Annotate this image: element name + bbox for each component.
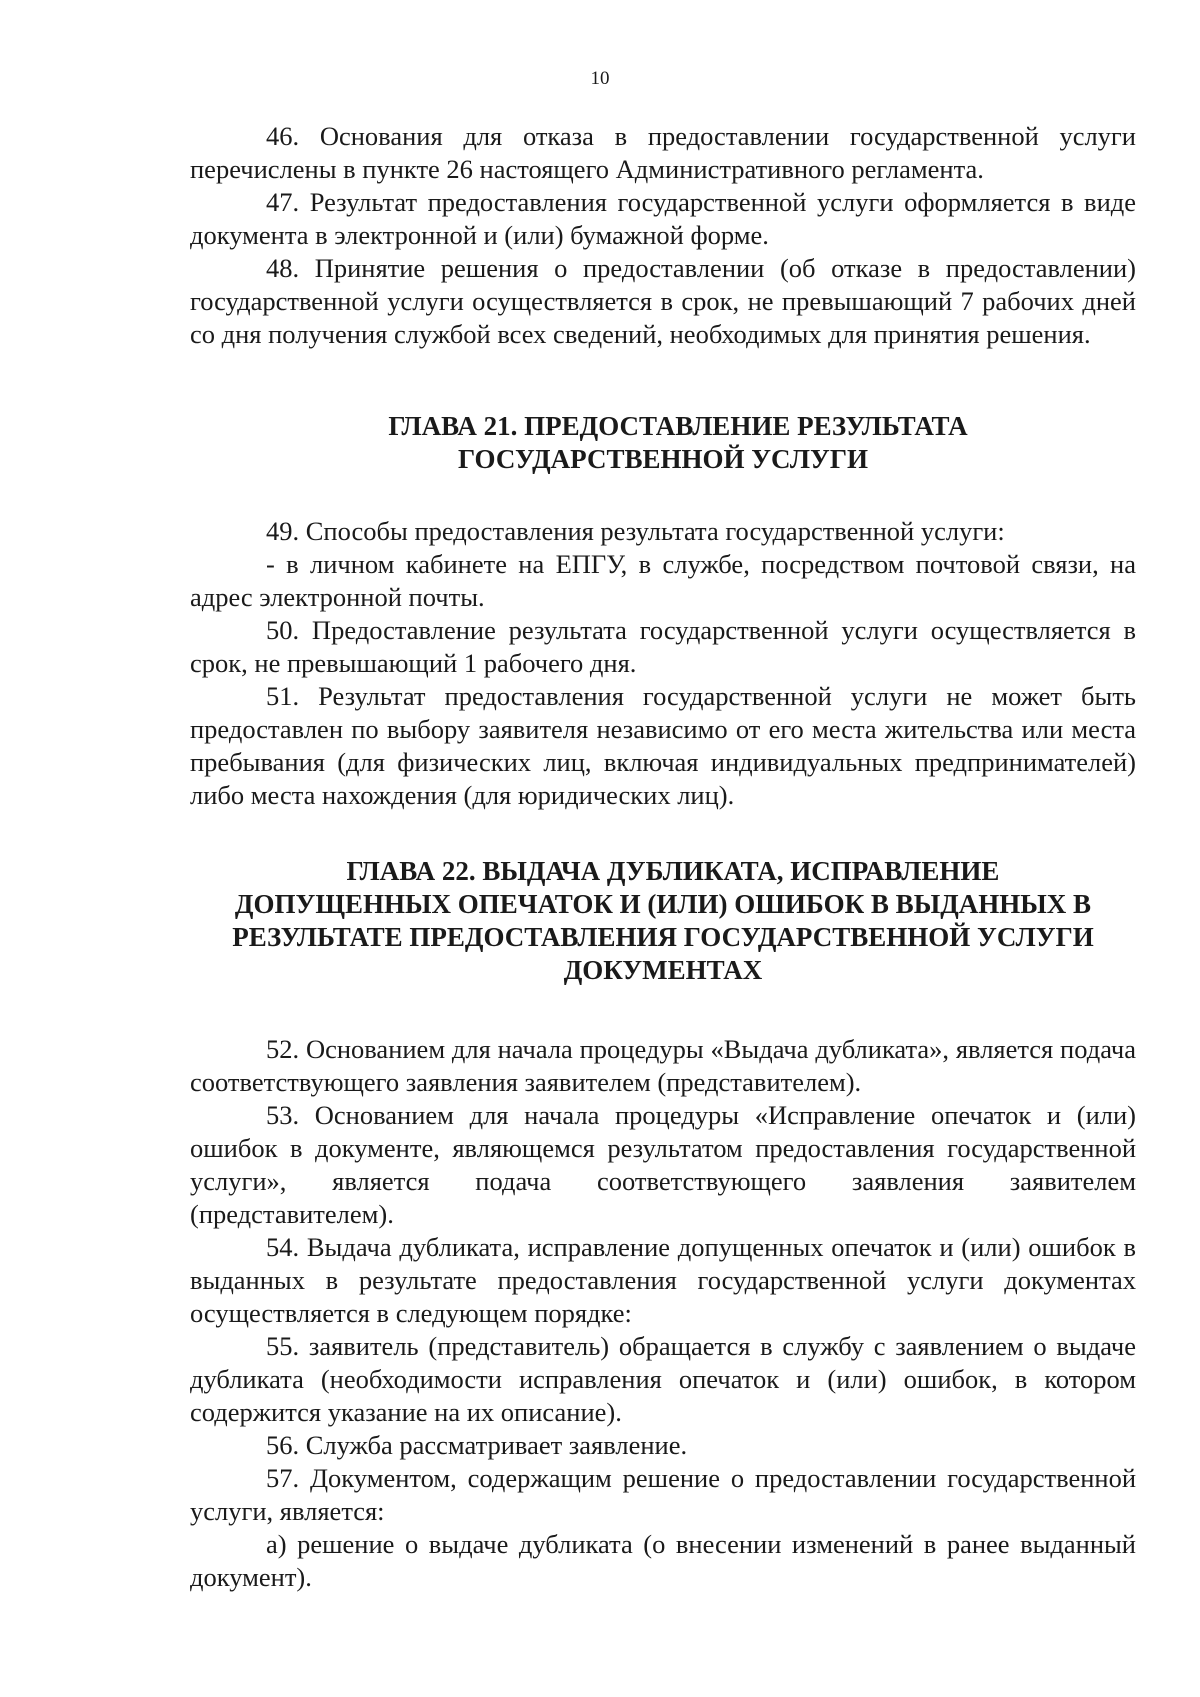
paragraph-49: 49. Способы предоставления результата государственной услуги: (266, 516, 1005, 546)
paragraph-49-item: - в личном кабинете на ЕПГУ, в службе, посредством почтовой связи, на адрес электронной почты. (190, 549, 1136, 612)
page-number: 10 (590, 68, 610, 89)
paragraph-51: 51. Результат предоставления государственной услуги не может быть предоставлен по выбору заявителя независимо от его места жительства или места пребывания (для физических лиц, включая индивидуальных предпринимателей) либо места нахождения (для юридических лиц). (190, 681, 1136, 810)
paragraph-52: 52. Основанием для начала процедуры «Выдача дубликата», является подача соответствующего заявления заявителем (представителем). (190, 1034, 1136, 1097)
paragraph-46: 46. Основания для отказа в предоставлении государственной услуги перечислены в пункте 26 настоящего Административного регламента. (190, 121, 1136, 184)
paragraph-55: 55. заявитель (представитель) обращается в службу с заявлением о выдаче дубликата (необходимости исправления опечаток и (или) ошибок, в котором содержится указание на их описание). (190, 1331, 1136, 1427)
paragraph-57: 57. Документом, содержащим решение о предоставлении государственной услуги, является: (190, 1463, 1136, 1526)
section-paragraphs-46-48 (190, 120, 1136, 351)
paragraph-48: 48. Принятие решения о предоставлении (об отказе в предоставлении) государственной услуги осуществляется в срок, не превышающий 7 рабочих дней со дня получения службой всех сведений, необходимых для принятия решения. (190, 253, 1136, 349)
chapter-22-heading-line: ГЛАВА 22. ВЫДАЧА ДУБЛИКАТА, ИСПРАВЛЕНИЕ (346, 856, 1000, 886)
chapter-21-heading-line: ГОСУДАРСТВЕННОЙ УСЛУГИ (458, 444, 868, 474)
chapter-22-heading-line: ДОПУЩЕННЫХ ОПЕЧАТОК И (ИЛИ) ОШИБОК В ВЫДАННЫХ В (234, 889, 1092, 919)
paragraph-56: 56. Служба рассматривает заявление. (266, 1430, 688, 1460)
paragraph-54: 54. Выдача дубликата, исправление допущенных опечаток и (или) ошибок в выданных в результате предоставления государственной услуги документах осуществляется в следующем порядке: (190, 1232, 1136, 1328)
chapter-21-heading (190, 410, 1136, 476)
paragraph-47: 47. Результат предоставления государственной услуги оформляется в виде документа в электронной и (или) бумажной форме. (190, 187, 1136, 250)
section-paragraphs-49-51 (190, 515, 1136, 812)
chapter-22-heading-line: РЕЗУЛЬТАТЕ ПРЕДОСТАВЛЕНИЯ ГОСУДАРСТВЕННОЙ УСЛУГИ (232, 922, 1094, 952)
paragraph-57-item-a: а) решение о выдаче дубликата (о внесении изменений в ранее выданный документ). (190, 1529, 1136, 1592)
section-paragraphs-52-57 (190, 1033, 1136, 1594)
chapter-22-heading-line: ДОКУМЕНТАХ (563, 955, 763, 985)
paragraph-53: 53. Основанием для начала процедуры «Исправление опечаток и (или) ошибок в документе, являющемся результатом предоставления государственной услуги», является подача соответствующего заявления заявителем (представителем). (190, 1100, 1136, 1229)
chapter-22-heading (190, 855, 1136, 987)
paragraph-50: 50. Предоставление результата государственной услуги осуществляется в срок, не превышающий 1 рабочего дня. (190, 615, 1136, 678)
chapter-21-heading-line: ГЛАВА 21. ПРЕДОСТАВЛЕНИЕ РЕЗУЛЬТАТА (388, 411, 968, 441)
